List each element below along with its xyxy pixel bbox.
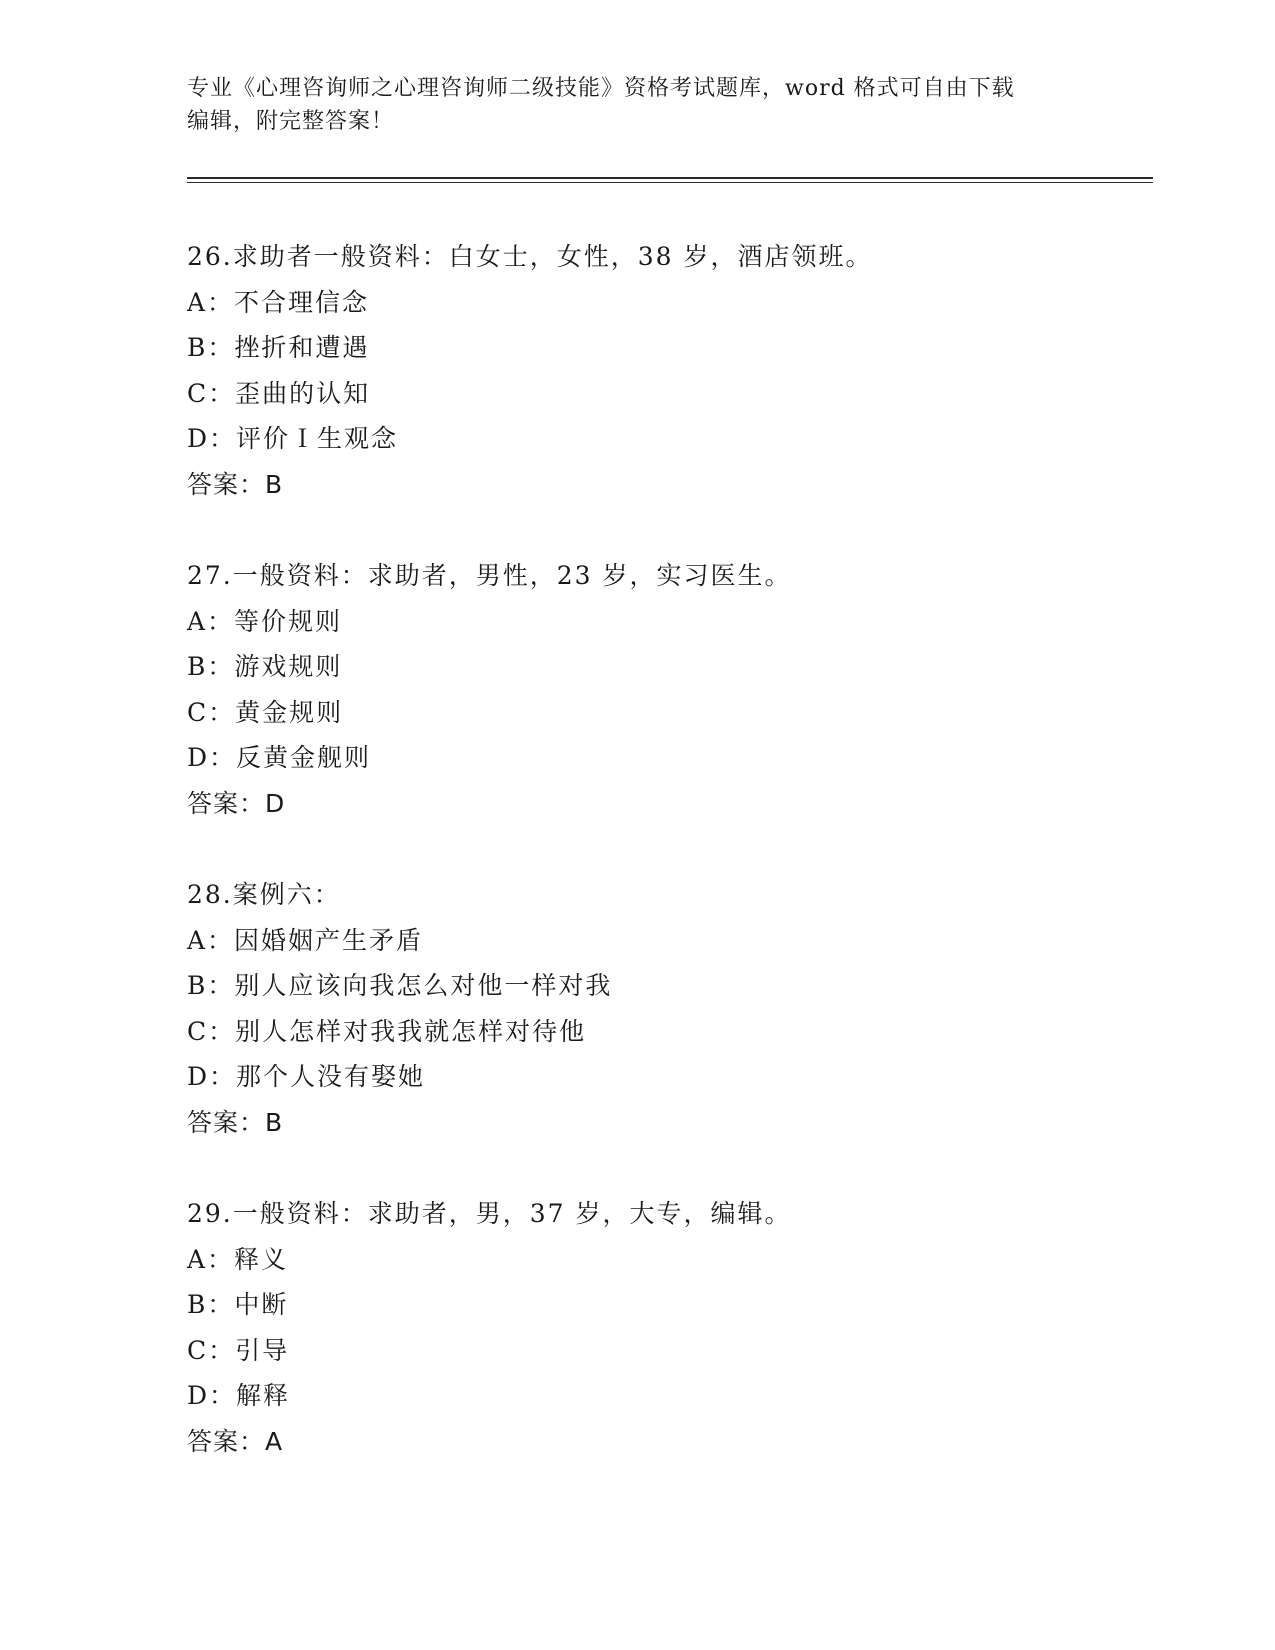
- answer-line: 答案：A: [187, 1426, 284, 1456]
- question-26: [187, 234, 1147, 507]
- option-c: C：歪曲的认知: [187, 378, 371, 408]
- question-stem: 29.一般资料：求助者，男，37 岁，大专，编辑。: [187, 1199, 792, 1228]
- option-b: B：中断: [187, 1290, 289, 1319]
- option-d: D：反黄金舰则: [187, 743, 372, 772]
- option-a: A：等价规则: [187, 606, 343, 636]
- answer-line: 答案：B: [187, 469, 284, 499]
- question-28: [187, 872, 1147, 1145]
- header-line-2: 编辑，附完整答案！: [187, 109, 395, 134]
- header-line-1: 专业《心理咨询师之心理咨询师二级技能》资格考试题库，word 格式可自由下载: [187, 76, 1015, 101]
- option-c: C：别人怎样对我我就怎样对待他: [187, 1016, 587, 1046]
- question-27: [187, 553, 1147, 826]
- header-divider-thin: [187, 182, 1153, 183]
- document-header: [187, 72, 1067, 138]
- option-d: D：那个人没有娶她: [187, 1062, 426, 1091]
- option-b: B：别人应该向我怎么对他一样对我: [187, 971, 613, 1000]
- answer-line: 答案：B: [187, 1107, 284, 1137]
- question-29: [187, 1191, 1147, 1464]
- question-stem: 26.求助者一般资料：白女士，女性，38 岁，酒店领班。: [187, 242, 873, 271]
- option-d: D：评价Ｉ生观念: [187, 424, 399, 453]
- option-a: A：不合理信念: [187, 287, 370, 317]
- header-divider-thick: [187, 177, 1153, 179]
- option-b: B：游戏规则: [187, 652, 343, 681]
- question-stem: 27.一般资料：求助者，男性，23 岁，实习医生。: [187, 561, 792, 590]
- option-a: A：因婚姻产生矛盾: [187, 925, 424, 955]
- question-stem: 28.案例六：: [187, 880, 341, 909]
- option-c: C：黄金规则: [187, 697, 344, 727]
- option-a: A：释义: [187, 1244, 289, 1274]
- option-d: D：解释: [187, 1381, 291, 1410]
- option-b: B：挫折和遭遇: [187, 333, 370, 362]
- answer-line: 答案：D: [187, 788, 286, 818]
- option-c: C：引导: [187, 1335, 290, 1365]
